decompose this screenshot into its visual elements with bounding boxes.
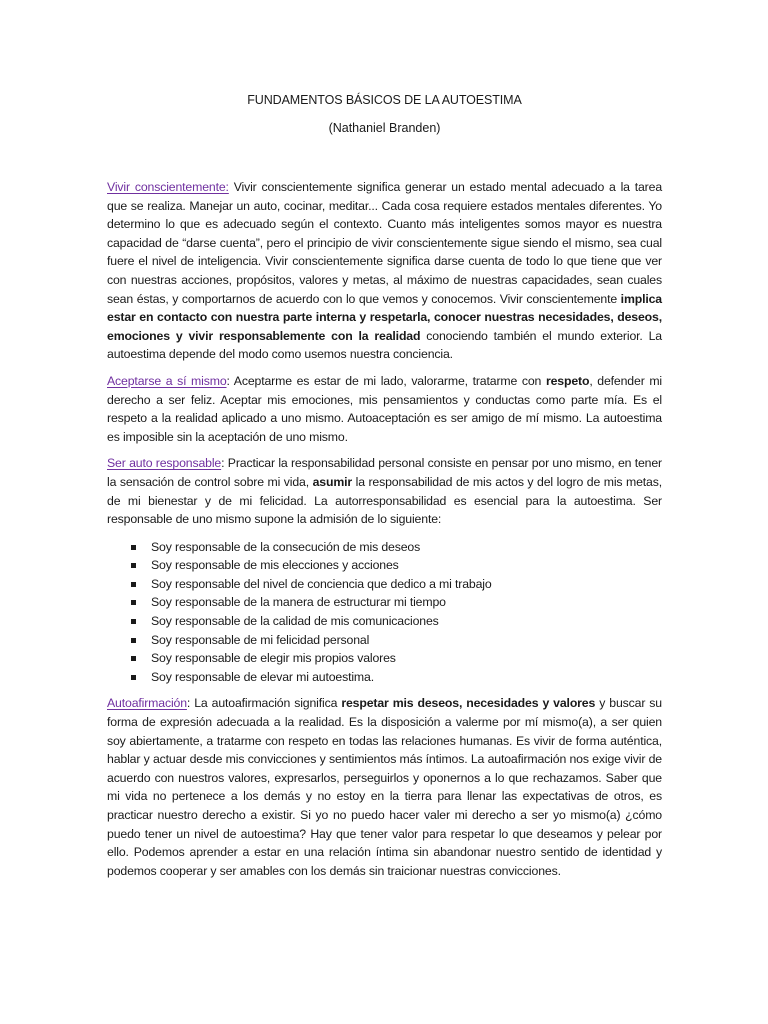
square-bullet-icon (131, 656, 136, 661)
square-bullet-icon (131, 619, 136, 624)
list-item-text: Soy responsable de mi felicidad personal (151, 632, 370, 647)
paragraph-text: , defender mi derecho a ser feliz. Aceptar mis emociones, mis pensamientos y conductas como parte mía. Es el respeto a la realidad aplicado a uno mismo. Autoaceptación es ser amigo de mí mismo. La autoestima es imposible sin la aceptación de uno mismo. (107, 373, 663, 444)
paragraph-text: la responsabilidad de mis actos y del logro de mis metas, de mi bienestar y de mi felicidad. La autorresponsabilidad es esencial para la autoestima. Ser responsable de uno mismo supone la admisión de lo siguiente: (107, 474, 663, 527)
section-heading-auto-responsable: Ser auto responsable (107, 456, 222, 471)
list-item-text: Soy responsable de la calidad de mis comunicaciones (151, 614, 439, 629)
list-item-text: Soy responsable de elegir mis propios valores (151, 651, 396, 666)
paragraph-text: conociendo también el mundo exterior. La autoestima depende del modo como usemos nuestra conciencia. (107, 328, 662, 362)
paragraph-text: : Practicar la responsabilidad personal consiste en pensar por uno mismo, en tener la sensación de control sobre mi vida, (107, 456, 662, 489)
list-item (131, 612, 662, 631)
paragraph-autoafirmacion (107, 694, 662, 880)
paragraph-aceptarse (107, 372, 662, 446)
list-item-text: Soy responsable de la consecución de mis deseos (151, 539, 421, 554)
list-item (131, 575, 662, 594)
square-bullet-icon (131, 638, 136, 643)
bold-text: implica estar en contacto con nuestra parte interna y respetarla, conocer nuestras necesidades, deseos, emociones y vivir responsablemente con la realidad (107, 291, 662, 343)
paragraph-vivir-conscientemente (107, 178, 662, 364)
square-bullet-icon (131, 582, 136, 587)
paragraph-auto-responsable (107, 454, 662, 528)
list-item-text: Soy responsable de mis elecciones y acciones (151, 558, 399, 573)
bold-text: asumir (312, 474, 353, 489)
document-title: FUNDAMENTOS BÁSICOS DE LA AUTOESTIMA (247, 93, 522, 107)
section-heading-autoafirmacion: Autoafirmación (107, 696, 187, 711)
bold-text: respetar mis deseos, necesidades y valores (341, 696, 596, 711)
list-item (131, 649, 662, 668)
paragraph-text: Vivir conscientemente significa generar un estado mental adecuado a la tarea que se realiza. Manejar un auto, cocinar, meditar... Cada cosa requiere estados mentales diferentes. Yo determino lo que es adecuado según el contexto. Cuanto más inteligentes somos mayor es nuestra capacidad de “darse cuenta”, pero el principio de vivir conscientemente sigue siendo el mismo, sea cual fuere el nivel de inteligencia. Vivir conscientemente significa darse cuenta de todo lo que tiene que ver con nuestras acciones, propósitos, valores y metas, al máximo de nuestras capacidades, sean cuales sean éstas, y comportarnos de acuerdo con lo que vemos y conocemos. Vivir conscientemente (107, 180, 663, 306)
square-bullet-icon (131, 600, 136, 605)
list-item (131, 538, 662, 557)
list-item (131, 593, 662, 612)
square-bullet-icon (131, 675, 136, 680)
paragraph-text: y buscar su forma de expresión adecuada a la realidad. Es la disposición a valerme por mí mismo(a), a ser quien soy abiertamente, a tratarme con respeto en todas las relaciones humanas. Es vivir de forma auténtica, hablar y actuar desde mis convicciones y sentimientos más íntimos. La autoafirmación nos exige vivir de acuerdo con nuestros valores, expresarlos, perseguirlos y oponernos a lo que rechazamos. Saber que mi vida no pertenece a los demás y no estoy en la tierra para llenar las expectativas de otros, es practicar nuestro derecho a existir. Si yo no puedo hacer valer mi derecho a ser yo mismo(a) ¿cómo puedo tener un nivel de autoestima? Hay que tener valor para respetar lo que deseamos y pelear por ello. Podemos aprender a estar en una relación íntima sin abandonar nuestro sentido de identidad y podemos cooperar y ser amables con los demás sin traicionar nuestras convicciones. (107, 696, 662, 878)
responsibility-list (107, 538, 662, 687)
square-bullet-icon (131, 563, 136, 568)
list-item-text: Soy responsable de la manera de estructurar mi tiempo (151, 595, 446, 610)
list-item-text: Soy responsable del nivel de conciencia que dedico a mi trabajo (151, 576, 492, 591)
bold-text: respeto (545, 373, 590, 388)
paragraph-text: : La autoafirmación significa (186, 696, 342, 711)
list-item (131, 668, 662, 687)
list-item (131, 556, 662, 575)
section-heading-aceptarse: Aceptarse a sí mismo (107, 373, 227, 388)
list-item (131, 631, 662, 650)
square-bullet-icon (131, 545, 136, 550)
document-author: (Nathaniel Branden) (328, 121, 441, 135)
section-heading-vivir-conscientemente: Vivir conscientemente: (107, 180, 229, 194)
list-item-text: Soy responsable de elevar mi autoestima. (151, 669, 374, 684)
paragraph-text: : Aceptarme es estar de mi lado, valorarme, tratarme con (226, 373, 546, 388)
